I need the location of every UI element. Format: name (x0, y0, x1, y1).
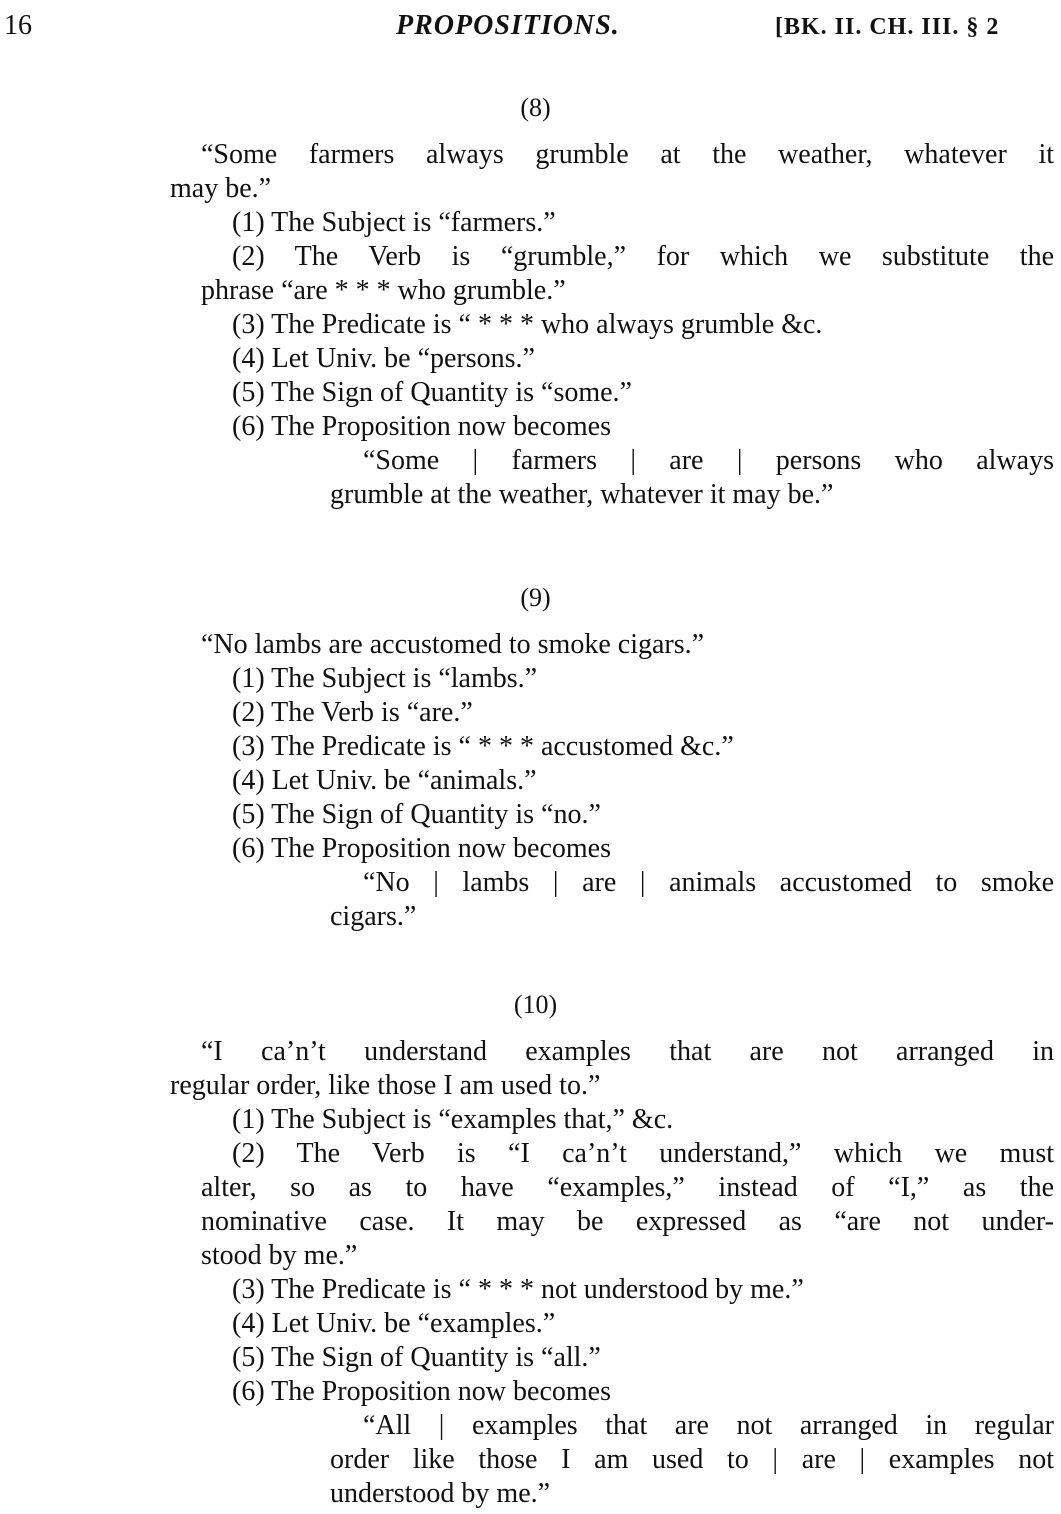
step-universe: (4) Let Univ. be “persons.” (232, 343, 535, 374)
step-predicate: (3) The Predicate is “ * * * who always grumble &c. (232, 309, 823, 340)
running-title: PROPOSITIONS. (396, 10, 620, 41)
step-subject: (1) The Subject is “lambs.” (232, 663, 538, 694)
step-verb: (2) The Verb is “are.” (232, 697, 473, 728)
running-head (0, 6, 1061, 46)
step-predicate: (3) The Predicate is “ * * * not understood by me.” (232, 1274, 804, 1305)
step-proposition: (6) The Proposition now becomes (232, 1376, 611, 1407)
step-subject: (1) The Subject is “farmers.” (232, 207, 556, 238)
proposition-quote: “Some | farmers | are | persons who always (363, 445, 1054, 476)
step-universe: (4) Let Univ. be “animals.” (232, 765, 537, 796)
example-number: (9) (520, 583, 551, 612)
proposition-quote-continued: cigars.” (330, 901, 417, 932)
step-verb-continued: stood by me.” (201, 1240, 358, 1271)
step-universe: (4) Let Univ. be “examples.” (232, 1308, 556, 1339)
proposition-quote: “All | examples that are not arranged in regular (363, 1410, 1054, 1441)
example-sentence: “No lambs are accustomed to smoke cigars.” (201, 629, 705, 660)
example-10 (0, 985, 1061, 1511)
step-quantity: (5) The Sign of Quantity is “some.” (232, 377, 632, 408)
step-verb-continued: alter, so as to have “examples,” instead of “I,” as the (201, 1172, 1054, 1203)
proposition-quote-continued: grumble at the weather, whatever it may be.” (330, 479, 834, 510)
step-verb: (2) The Verb is “I ca’n’t understand,” which we must (232, 1138, 1054, 1169)
example-9 (0, 578, 1061, 934)
example-number: (8) (520, 93, 551, 122)
page-number: 16 (4, 10, 32, 41)
example-sentence: “I ca’n’t understand examples that are not arranged in (201, 1036, 1054, 1067)
example-sentence-continued: may be.” (170, 173, 272, 204)
example-number: (10) (513, 990, 558, 1019)
step-subject: (1) The Subject is “examples that,” &c. (232, 1104, 674, 1135)
step-verb: (2) The Verb is “grumble,” for which we substitute the (232, 241, 1054, 272)
proposition-quote-continued: order like those I am used to | are | examples not (330, 1444, 1054, 1475)
step-quantity: (5) The Sign of Quantity is “all.” (232, 1342, 601, 1373)
step-proposition: (6) The Proposition now becomes (232, 833, 611, 864)
step-verb-continued: nominative case. It may be expressed as “are not under- (201, 1206, 1054, 1237)
step-predicate: (3) The Predicate is “ * * * accustomed &c.” (232, 731, 734, 762)
step-proposition: (6) The Proposition now becomes (232, 411, 611, 442)
step-verb-continued: phrase “are * * * who grumble.” (201, 275, 566, 306)
example-sentence-continued: regular order, like those I am used to.” (170, 1070, 601, 1101)
proposition-quote: “No | lambs | are | animals accustomed to smoke (363, 867, 1054, 898)
example-sentence: “Some farmers always grumble at the weather, whatever it (201, 139, 1054, 170)
step-quantity: (5) The Sign of Quantity is “no.” (232, 799, 601, 830)
proposition-quote-continued: understood by me.” (330, 1478, 551, 1509)
example-8 (0, 88, 1061, 512)
section-reference: [BK. II. CH. III. § 2 (775, 14, 1000, 40)
